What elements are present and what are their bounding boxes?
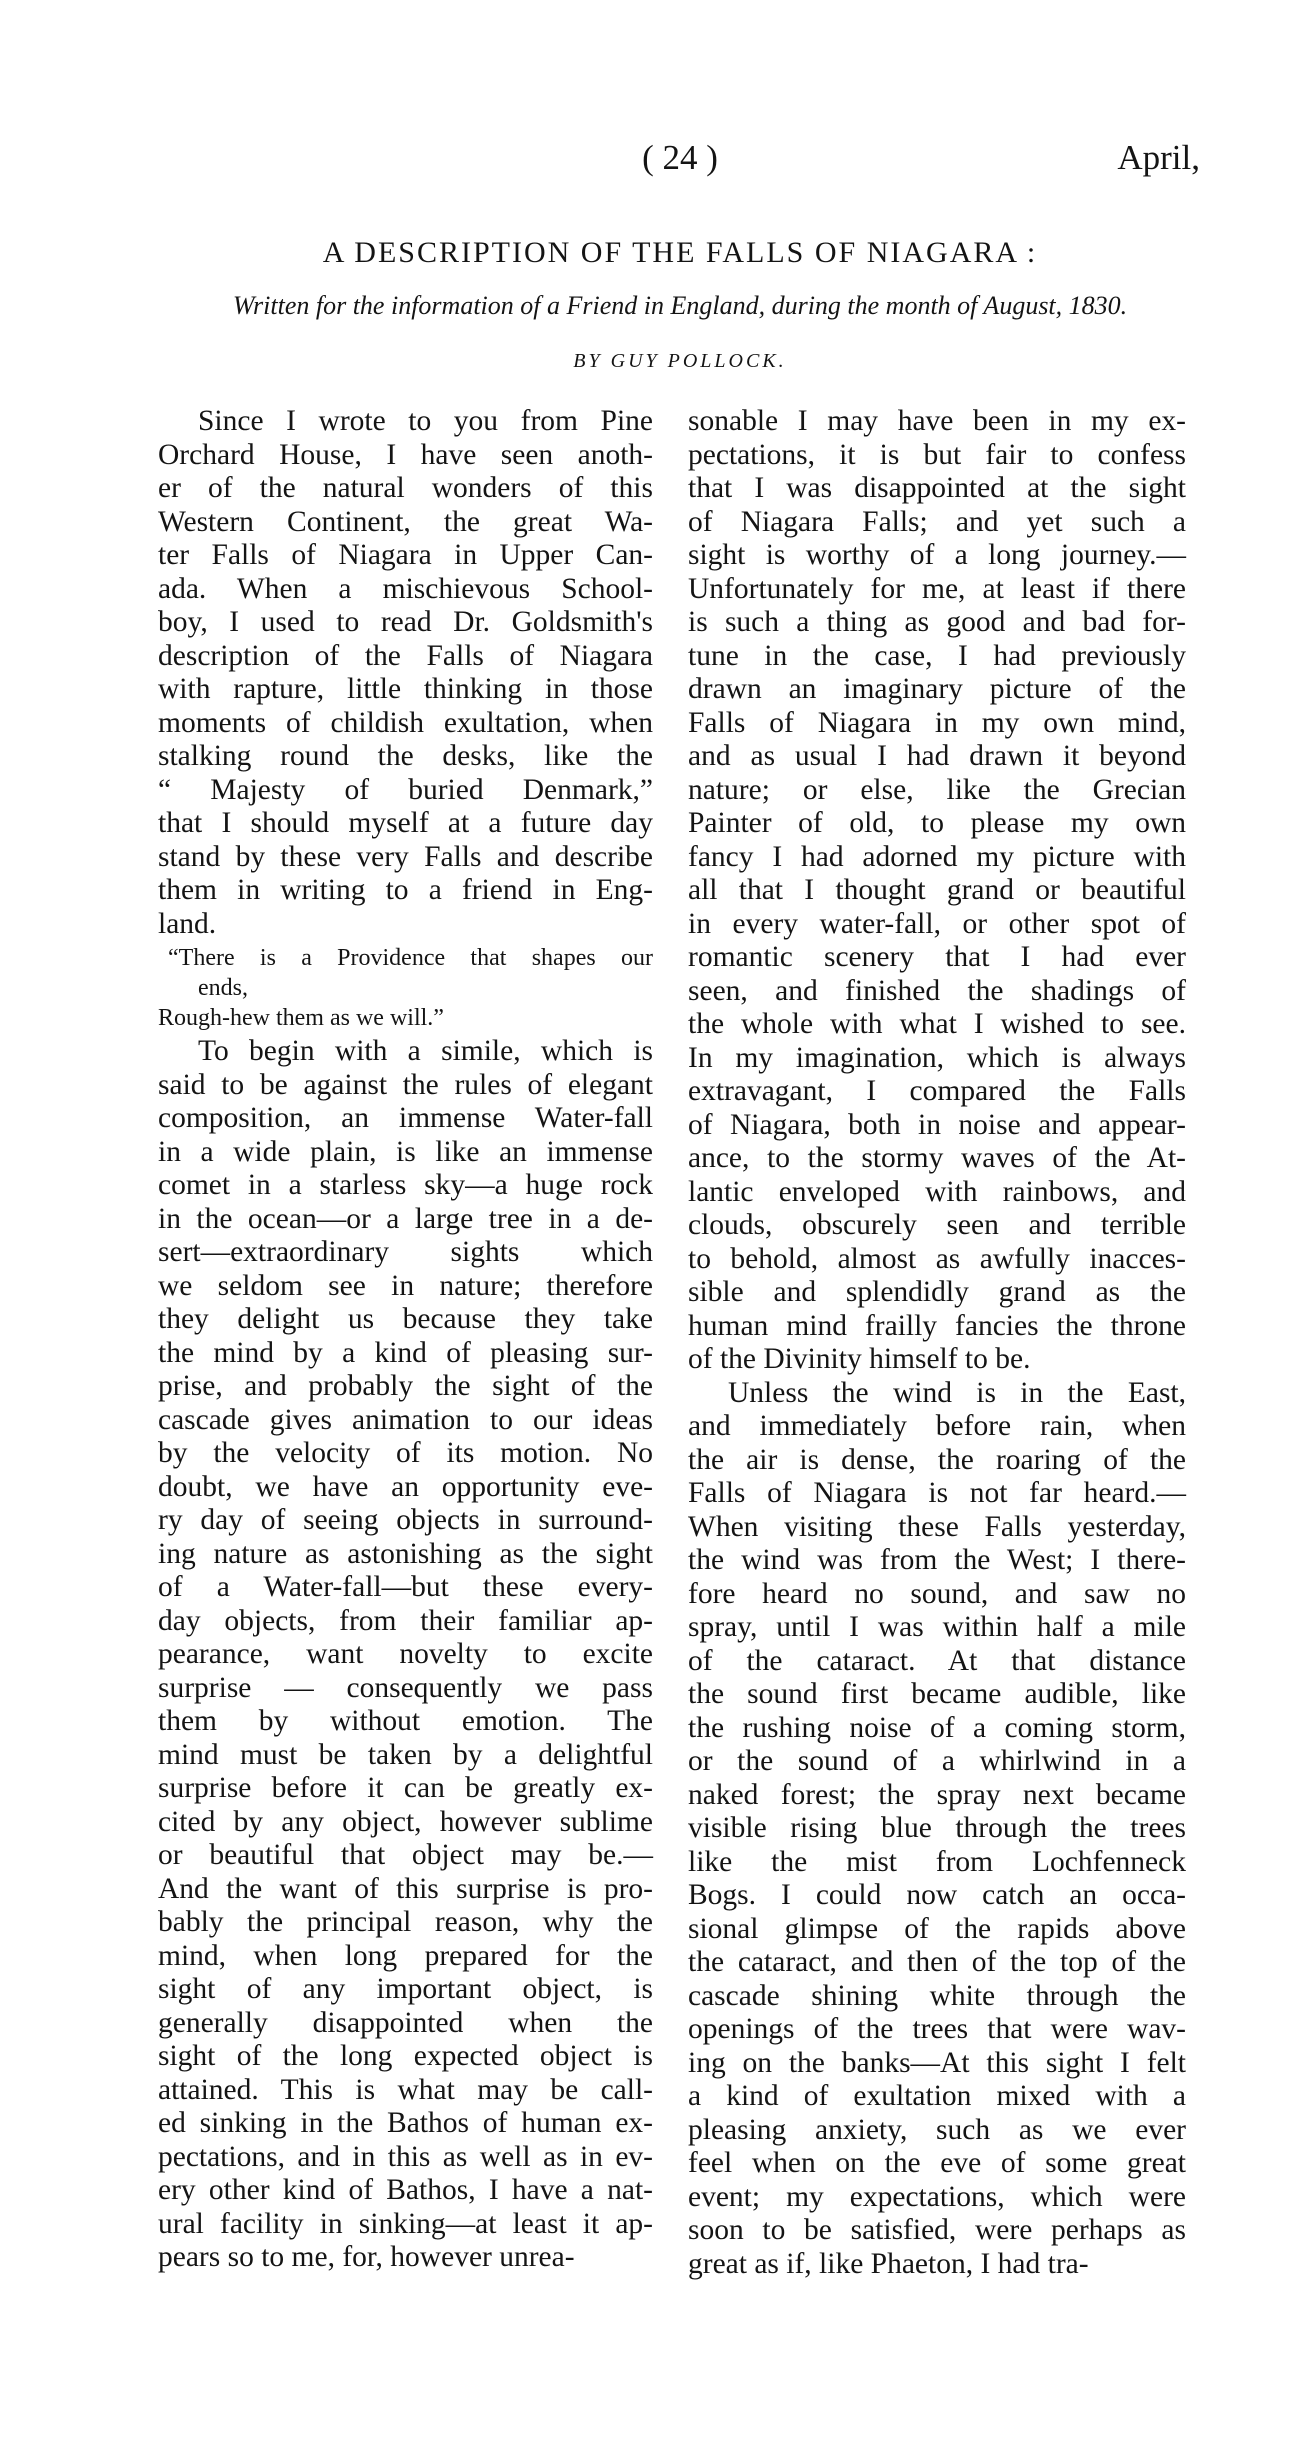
text-line: Since I wrote to you from Pine [198, 405, 653, 437]
text-line: the air is dense, the roaring of the [688, 1443, 1186, 1476]
text-line: ance, to the stormy waves of the At- [688, 1142, 1186, 1174]
text-line: of the Divinity himself to be. [688, 1343, 1031, 1375]
text-line: of a Water-fall—but these every- [158, 1571, 653, 1603]
text-line: in the ocean—or a large tree in a de- [158, 1202, 653, 1235]
text-line: said to be against the rules of elegant [158, 1068, 653, 1101]
text-line: sight of the long expected object is [158, 2040, 653, 2072]
text-line: ed sinking in the Bathos of human ex- [158, 2107, 653, 2139]
text-line: feel when on the eve of some great [688, 2147, 1186, 2179]
text-line: Falls of Niagara is not far heard.— [688, 1477, 1186, 1509]
quote-line: “There is a Providence that shapes our [168, 945, 653, 971]
quote-line: ends, [198, 975, 248, 1001]
text-line: fancy I had adorned my picture with [688, 840, 1186, 873]
text-line: that I should myself at a future day [158, 807, 653, 839]
text-line: drawn an imaginary picture of the [688, 673, 1186, 705]
left-paragraph-1 [158, 405, 653, 941]
running-head-month: April, [1117, 138, 1200, 177]
left-paragraph-2 [158, 1035, 653, 2275]
text-line: sible and splendidly grand as the [688, 1276, 1186, 1308]
text-line: with rapture, little thinking in those [158, 673, 653, 705]
text-line: attained. This is what may be call- [158, 2073, 653, 2106]
text-line: like the mist from Lochfenneck [688, 1845, 1186, 1878]
text-line: nature; or else, like the Grecian [688, 773, 1186, 806]
text-line: Falls of Niagara in my own mind, [688, 706, 1186, 739]
text-line: the wind was from the West; I there- [688, 1544, 1186, 1576]
text-line: or the sound of a whirlwind in a [688, 1745, 1186, 1777]
text-line: comet in a starless sky—a huge rock [158, 1169, 653, 1201]
text-line: prise, and probably the sight of the [158, 1370, 653, 1402]
text-line: lantic enveloped with rainbows, and [688, 1175, 1186, 1208]
text-line: pears so to me, for, however unrea- [158, 2241, 575, 2273]
text-line: great as if, like Phaeton, I had tra- [688, 2247, 1089, 2280]
left-column [158, 405, 653, 2275]
text-line: a kind of exultation mixed with a [688, 2080, 1186, 2112]
text-line: Bogs. I could now catch an occa- [688, 1879, 1186, 1911]
text-line: Orchard House, I have seen anoth- [158, 438, 653, 471]
text-line: seen, and finished the shadings of [688, 974, 1186, 1007]
text-line: ry day of seeing objects in surround- [158, 1504, 653, 1536]
text-line: ing nature as astonishing as the sight [158, 1537, 653, 1570]
text-line: naked forest; the spray next became [688, 1778, 1186, 1811]
text-line: of the cataract. At that distance [688, 1644, 1186, 1677]
text-line: is such a thing as good and bad for- [688, 606, 1186, 638]
text-line: to behold, almost as awfully inacces- [688, 1242, 1186, 1275]
text-line: “ Majesty of buried Denmark,” [158, 773, 653, 806]
text-line: in a wide plain, is like an immense [158, 1135, 653, 1168]
text-line: land. [158, 907, 217, 940]
text-line: doubt, we have an opportunity eve- [158, 1470, 653, 1503]
text-line: bably the principal reason, why the [158, 1906, 653, 1938]
text-line: In my imagination, which is always [688, 1041, 1186, 1074]
text-line: stalking round the desks, like the [158, 740, 653, 772]
article-subtitle: Written for the information of a Friend in England, during the month of August, 1830. [232, 291, 1128, 320]
text-line: ada. When a mischievous School- [158, 572, 653, 605]
text-line: sional glimpse of the rapids above [688, 1912, 1186, 1945]
text-line: them in writing to a friend in Eng- [158, 874, 653, 906]
text-line: ery other kind of Bathos, I have a nat- [158, 2174, 653, 2206]
text-line: ter Falls of Niagara in Upper Can- [158, 539, 653, 571]
text-line: Unfortunately for me, at least if there [688, 572, 1186, 605]
article-title: A DESCRIPTION OF THE FALLS OF NIAGARA : [322, 236, 1038, 269]
text-line: sight is worthy of a long journey.— [688, 539, 1186, 571]
text-line: by the velocity of its motion. No [158, 1437, 653, 1469]
text-line: event; my expectations, which were [688, 2180, 1186, 2213]
text-line: Painter of old, to please my own [688, 807, 1186, 839]
text-line: cascade shining white through the [688, 1979, 1186, 2012]
text-line: we seldom see in nature; therefore [158, 1269, 653, 1302]
article-byline: BY GUY POLLOCK. [573, 350, 787, 372]
text-line: openings of the trees that were wav- [688, 2013, 1186, 2045]
text-line: Unless the wind is in the East, [728, 1376, 1186, 1409]
text-line: Western Continent, the great Wa- [158, 505, 653, 538]
text-line: visible rising blue through the trees [688, 1812, 1186, 1844]
text-line: surprise before it can be greatly ex- [158, 1772, 653, 1804]
text-line: When visiting these Falls yesterday, [688, 1510, 1186, 1543]
text-line: sonable I may have been in my ex- [688, 405, 1186, 437]
right-paragraph-1 [688, 405, 1186, 1377]
quotation [158, 943, 653, 1033]
text-line: ing on the banks—At this sight I felt [688, 2046, 1186, 2079]
text-line: pearance, want novelty to excite [158, 1638, 653, 1670]
text-line: cascade gives animation to our ideas [158, 1403, 653, 1436]
text-line: pleasing anxiety, such as we ever [688, 2113, 1186, 2146]
text-line: that I was disappointed at the sight [688, 472, 1186, 504]
text-line: the rushing noise of a coming storm, [688, 1711, 1186, 1744]
text-line: stand by these very Falls and describe [158, 840, 653, 873]
quote-line: Rough-hew them as we will.” [158, 1005, 444, 1031]
text-line: sert—extraordinary sights which [158, 1236, 653, 1268]
text-line: moments of childish exultation, when [158, 706, 653, 739]
text-line: spray, until I was within half a mile [688, 1611, 1186, 1643]
text-line: sight of any important object, is [158, 1973, 653, 2005]
text-line: tune in the case, I had previously [688, 639, 1186, 672]
right-column [688, 405, 1186, 2281]
text-line: the cataract, and then of the top of the [688, 1946, 1186, 1978]
text-line: all that I thought grand or beautiful [688, 874, 1186, 906]
text-line: and immediately before rain, when [688, 1410, 1186, 1442]
text-line: extravagant, I compared the Falls [688, 1075, 1186, 1107]
text-line: mind, when long prepared for the [158, 1939, 653, 1972]
page-number: ( 24 ) [642, 138, 718, 177]
text-line: of Niagara Falls; and yet such a [688, 505, 1186, 538]
text-line: ural facility in sinking—at least it ap- [158, 2207, 653, 2240]
text-line: composition, an immense Water-fall [158, 1102, 653, 1134]
text-line: romantic scenery that I had ever [688, 941, 1186, 973]
text-line: surprise — consequently we pass [158, 1671, 653, 1704]
text-line: of Niagara, both in noise and appear- [688, 1108, 1186, 1141]
text-line: To begin with a simile, which is [198, 1035, 653, 1067]
text-line: human mind frailly fancies the throne [688, 1309, 1186, 1342]
text-line: the sound first became audible, like [688, 1678, 1186, 1710]
text-line: generally disappointed when the [158, 2006, 653, 2039]
text-line: fore heard no sound, and saw no [688, 1577, 1186, 1610]
text-line: they delight us because they take [158, 1303, 653, 1335]
text-line: description of the Falls of Niagara [158, 639, 653, 672]
text-line: or beautiful that object may be.— [158, 1839, 653, 1871]
text-line: mind must be taken by a delightful [158, 1738, 653, 1771]
text-line: and as usual I had drawn it beyond [688, 740, 1186, 772]
text-line: them by without emotion. The [158, 1705, 653, 1737]
text-line: pectations, and in this as well as in ev- [158, 2140, 653, 2173]
text-line: er of the natural wonders of this [158, 472, 653, 504]
text-line: day objects, from their familiar ap- [158, 1604, 653, 1637]
right-paragraph-2 [688, 1377, 1186, 2282]
text-line: boy, I used to read Dr. Goldsmith's [158, 606, 653, 638]
text-line: clouds, obscurely seen and terrible [688, 1209, 1186, 1241]
text-line: pectations, it is but fair to confess [688, 438, 1186, 471]
text-line: the mind by a kind of pleasing sur- [158, 1336, 653, 1369]
text-line: the whole with what I wished to see. [688, 1008, 1186, 1040]
text-line: cited by any object, however sublime [158, 1805, 653, 1838]
text-line: soon to be satisfied, were perhaps as [688, 2214, 1186, 2246]
text-line: And the want of this surprise is pro- [158, 1872, 653, 1905]
text-line: in every water-fall, or other spot of [688, 907, 1186, 940]
